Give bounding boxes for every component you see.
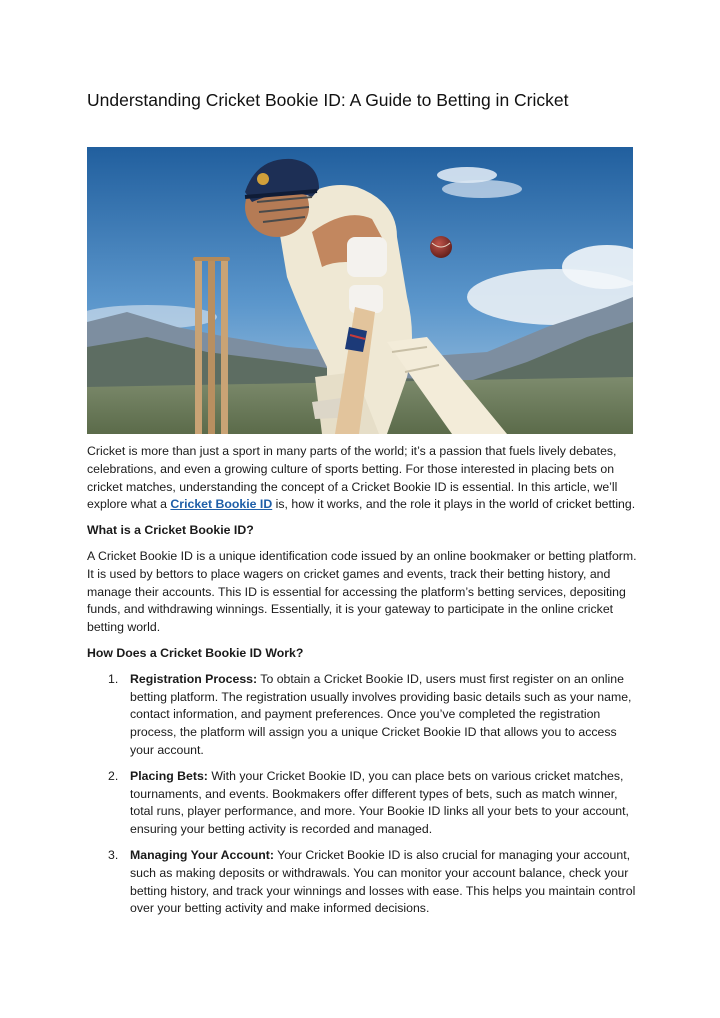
section-body-what-is: A Cricket Bookie ID is a unique identification code issued by an online bookmaker or betting platform. It is used by bettors to place wagers on cricket games and events, track their betting history, and manage their accounts. This ID is essential for accessing the platform’s betting services, depositing funds, and withdrawing winnings. Essentially, it is your gateway to participate in the online cricket betting world. [87,548,637,635]
document-title: Understanding Cricket Bookie ID: A Guide to Betting in Cricket [87,90,569,110]
list-item-number: 3. [108,847,119,862]
cricket-bookie-id-link[interactable]: Cricket Bookie ID [170,497,273,512]
article-body [87,443,637,926]
list-item-text: To obtain a Cricket Bookie ID, users must first register on an online betting platform. The registration usually involves providing basic details such as your name, contact information, and payment preferences. Once you’ve completed the registration process, the platform will assign you a unique Cricket Bookie ID that allows you to access your account. [130,671,632,757]
list-item-label: Placing Bets: [130,768,208,783]
list-item-number: 1. [108,671,119,686]
list-item-label: Managing Your Account: [130,847,274,862]
intro-paragraph [87,443,637,514]
list-item-label: Registration Process: [130,671,258,686]
list-item [108,671,637,760]
list-item-text: With your Cricket Bookie ID, you can place bets on various cricket matches, tournaments, and events. Bookmakers offer different types of bets, such as match winner, total runs, player performance, and more. Your Bookie ID links all your bets to your account, ensuring your betting activity is recorded and managed. [130,768,629,837]
list-item [108,847,637,918]
steps-list [87,671,637,918]
hero-image-cricket-batsman [87,147,633,434]
section-heading-how-it-works: How Does a Cricket Bookie ID Work? [87,645,304,660]
intro-text-end: is, how it works, and the role it plays in the world of cricket betting. [272,497,636,512]
intro-text-start: Cricket is more than just a sport in many parts of the world; it’s a passion that fuels lively debates, celebrations, and even a growing culture of sports betting. For those interested in placing bets on cricket matches, understanding the concept of a Cricket Bookie ID is essential. In this article, we’ll explore what a [87,444,618,512]
list-item [108,768,637,839]
list-item-text: Your Cricket Bookie ID is also crucial for managing your account, such as making deposits or withdrawals. You can monitor your account balance, check your betting history, and track your winnings and losses with ease. This helps you maintain control over your betting activity and make informed decisions. [130,847,636,916]
section-heading-what-is: What is a Cricket Bookie ID? [87,523,254,538]
list-item-number: 2. [108,768,119,783]
